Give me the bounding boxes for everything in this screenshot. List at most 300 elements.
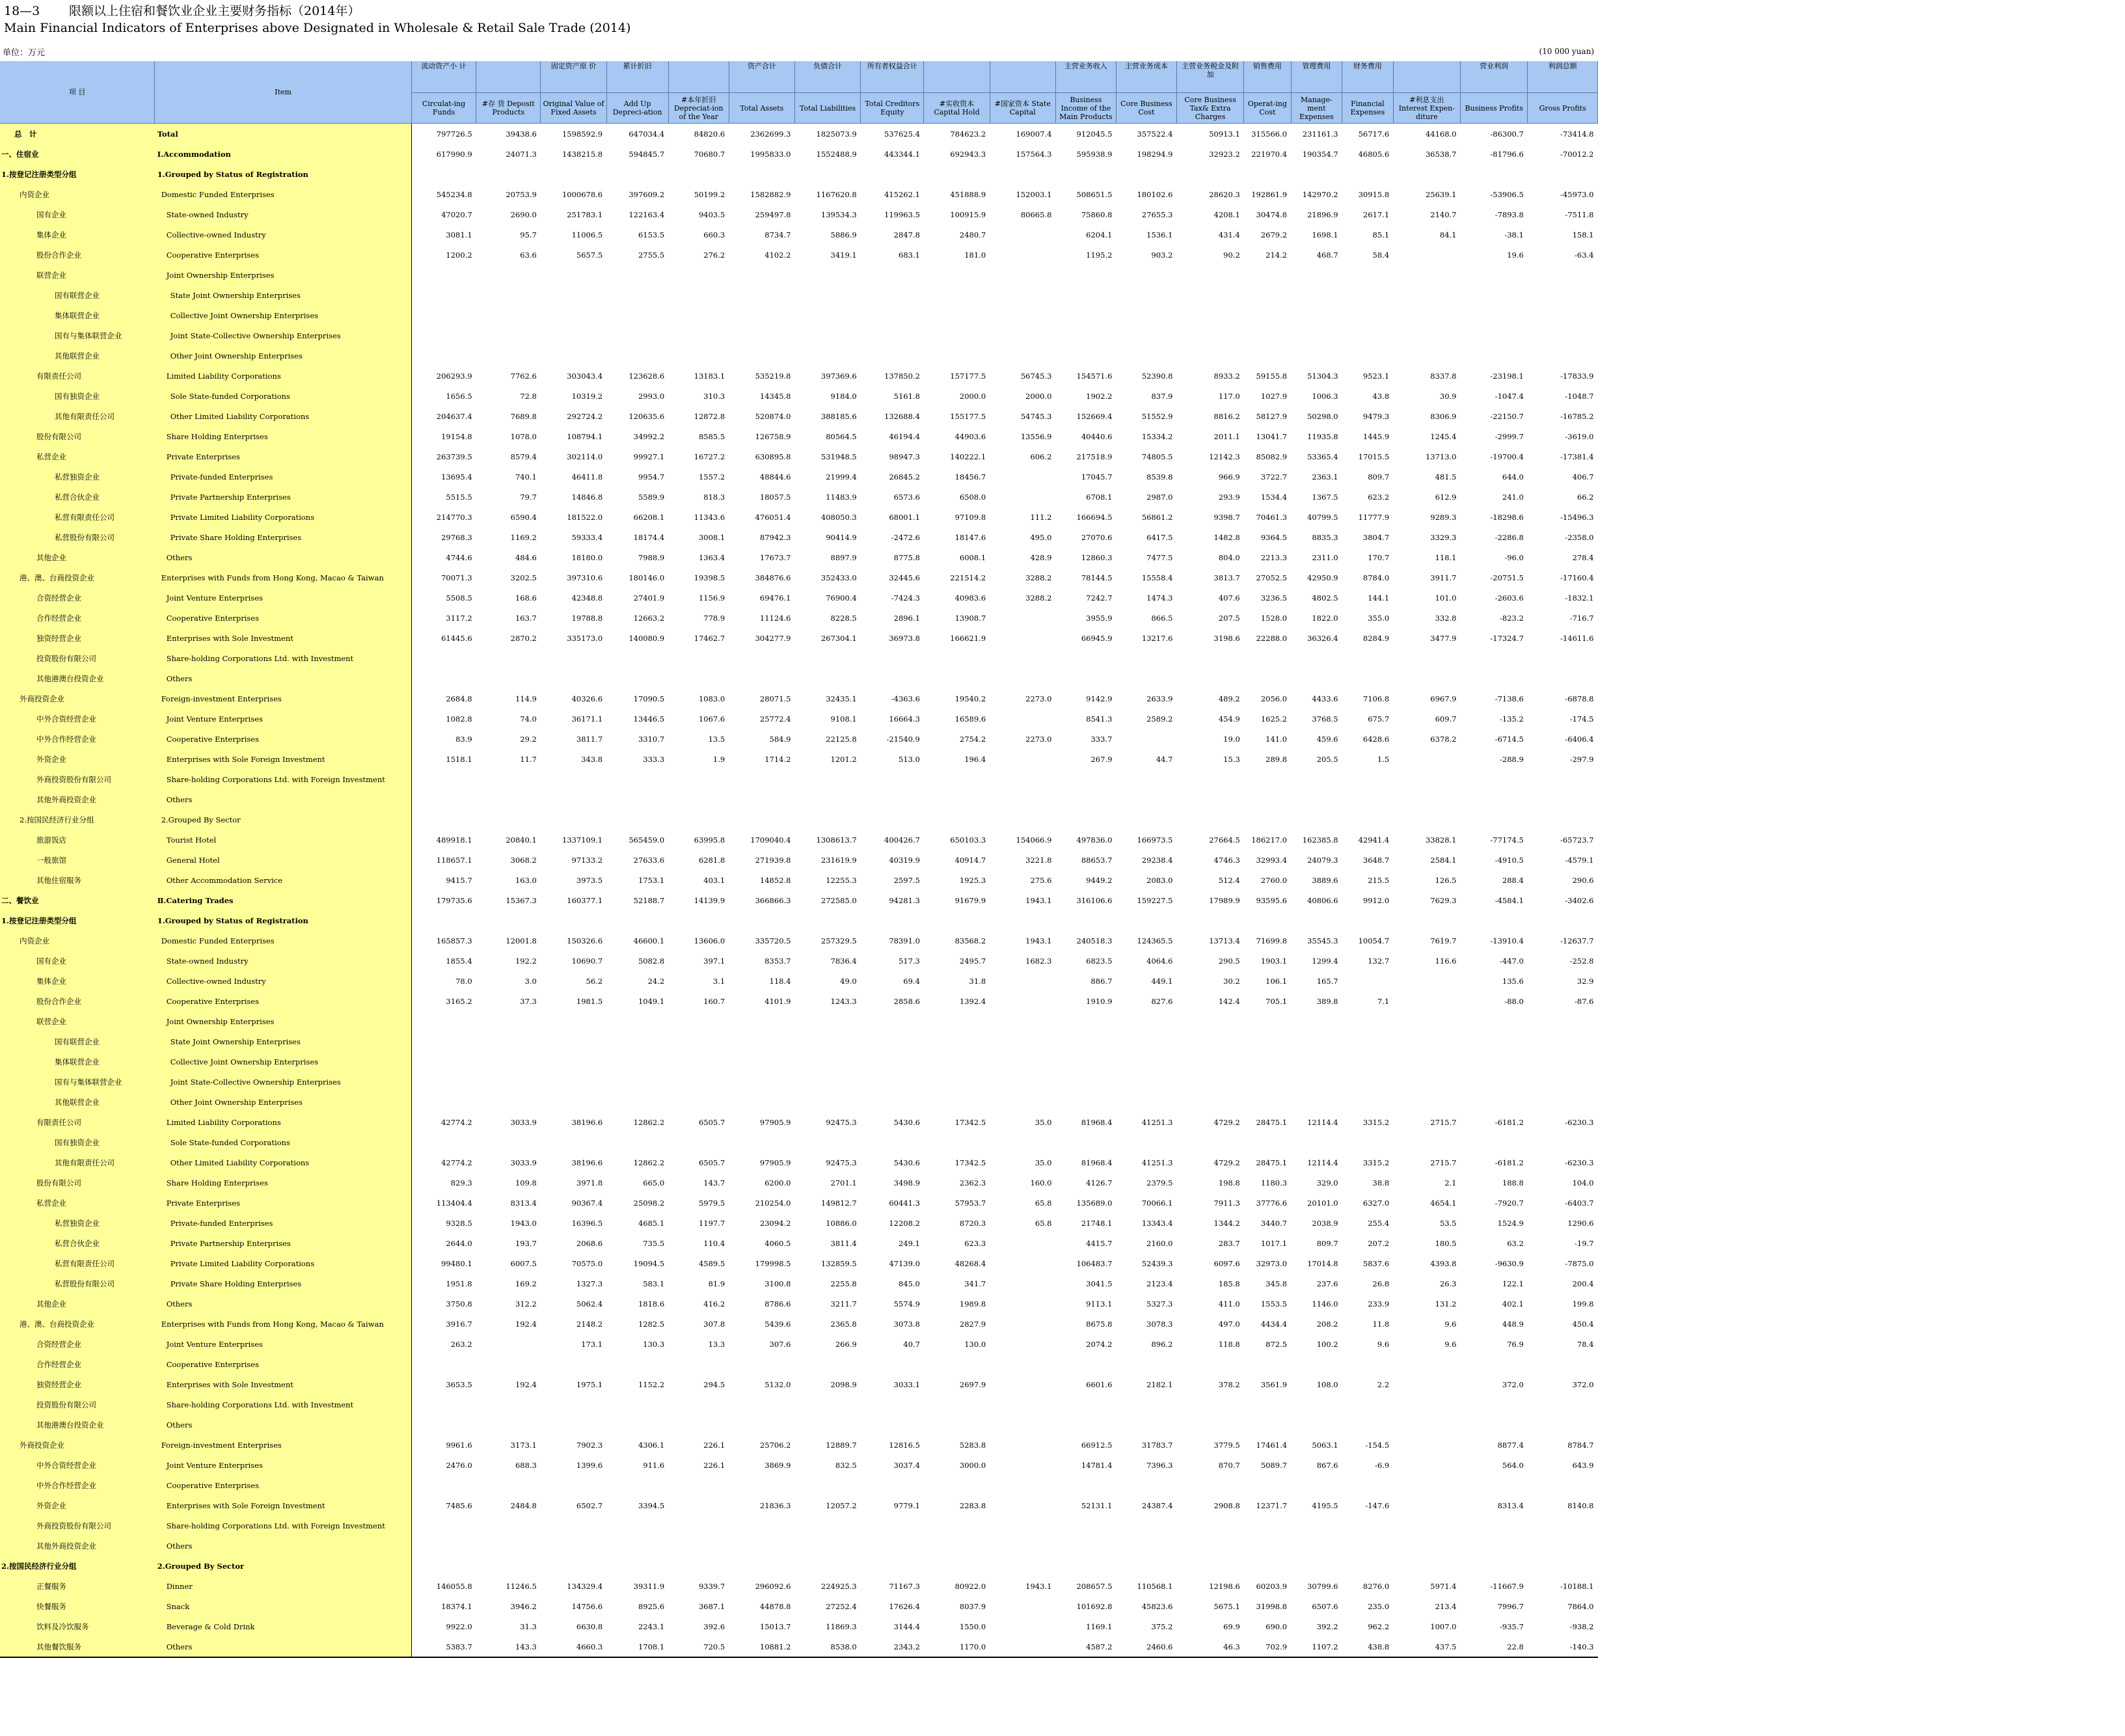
value-cell: -7893.8 (1495, 210, 1524, 219)
value-cell (1342, 1051, 1394, 1072)
value-cell (1176, 346, 1243, 366)
value-cell (606, 789, 668, 809)
value-cell (1291, 285, 1342, 305)
value-cell: 3117.2 (411, 608, 476, 628)
value-cell (1116, 729, 1176, 749)
value-cell: -96.0 (1504, 552, 1524, 562)
value-cell (411, 1515, 476, 1536)
value-cell: 3.0 (524, 976, 537, 986)
value-cell: 44.7 (1156, 754, 1173, 764)
value-cell (990, 991, 1055, 1011)
value-cell (1244, 809, 1291, 830)
value-cell: 7996.7 (1497, 1601, 1524, 1611)
row-label-en: Others (155, 1636, 412, 1657)
value-cell (1291, 305, 1342, 325)
value-cell: 44168.0 (1425, 129, 1457, 139)
row-label-zh: 国有联营企业 (0, 1031, 155, 1051)
value-cell (606, 1394, 668, 1415)
value-cell: 2255.8 (830, 1279, 857, 1288)
value-cell: 19154.8 (411, 426, 476, 446)
value-cell: 271939.8 (755, 855, 791, 865)
value-cell: 140080.9 (629, 633, 665, 643)
value-cell (990, 1556, 1055, 1576)
value-cell: 60203.9 (1256, 1581, 1288, 1591)
value-cell: 173.1 (581, 1339, 603, 1349)
value-cell (1461, 305, 1528, 325)
value-cell (411, 285, 476, 305)
value-cell: -88.0 (1504, 996, 1524, 1006)
value-cell: 185.8 (1218, 1279, 1240, 1288)
value-cell: 2098.9 (830, 1379, 857, 1389)
header-group-col-14: 销售费用 (1244, 61, 1291, 93)
value-cell (1342, 1556, 1394, 1576)
value-cell (1393, 1415, 1460, 1435)
value-cell (1291, 1556, 1342, 1576)
value-cell (1461, 1051, 1528, 1072)
value-cell (1291, 769, 1342, 789)
value-cell: 392.6 (703, 1621, 725, 1631)
value-cell: 66208.1 (633, 512, 665, 522)
row-label-en: Dinner (155, 1576, 412, 1596)
row-label-zh: 中外合作经营企业 (0, 1475, 155, 1495)
table-row (0, 910, 1598, 930)
value-cell: 5283.8 (959, 1440, 986, 1450)
value-cell (1528, 1515, 1598, 1536)
value-cell: 3394.5 (638, 1500, 665, 1510)
value-cell: 4589.5 (698, 1258, 725, 1268)
value-cell (1461, 265, 1528, 285)
value-cell: 205.5 (1316, 754, 1338, 764)
value-cell: 9954.7 (638, 472, 665, 481)
value-cell: 152669.4 (1076, 411, 1113, 421)
value-cell (1244, 1515, 1291, 1536)
row-label-zh: 集体联营企业 (0, 1051, 155, 1072)
value-cell: 278.4 (1572, 552, 1594, 562)
value-cell: 267.9 (1090, 754, 1113, 764)
value-cell: 3144.4 (893, 1621, 920, 1631)
header-group-col-2 (476, 61, 541, 93)
value-cell: 688.3 (515, 1460, 537, 1470)
value-cell: 59333.4 (571, 532, 603, 542)
value-cell: 13908.7 (954, 613, 986, 623)
value-cell: -174.5 (1569, 714, 1594, 724)
value-cell (1055, 1072, 1116, 1092)
table-row (0, 245, 1598, 265)
value-cell: 1903.1 (1260, 956, 1288, 966)
value-cell: 2056.0 (1260, 694, 1288, 703)
value-cell (606, 1051, 668, 1072)
value-cell (990, 305, 1055, 325)
value-cell: 3173.1 (510, 1440, 537, 1450)
value-cell: 9184.0 (830, 391, 857, 401)
table-row (0, 426, 1598, 446)
value-cell (1342, 648, 1394, 668)
value-cell: 52439.3 (1141, 1258, 1173, 1268)
value-cell: 118.8 (1218, 1339, 1240, 1349)
value-cell: 30915.8 (1358, 189, 1390, 199)
value-cell: 1822.0 (1312, 613, 1338, 623)
value-cell: 3916.7 (411, 1314, 476, 1334)
value-cell: 235.0 (1368, 1601, 1390, 1611)
value-cell (1393, 991, 1460, 1011)
value-cell (476, 1011, 541, 1031)
value-cell: 208.2 (1316, 1319, 1338, 1329)
value-cell: 5430.6 (893, 1158, 920, 1167)
table-row (0, 1193, 1598, 1213)
header-sub-col-10: #国家资本 State Capital (990, 93, 1055, 124)
value-cell (1528, 346, 1598, 366)
value-cell (990, 245, 1055, 265)
value-cell: 2243.1 (638, 1621, 665, 1631)
value-cell: 1528.0 (1260, 613, 1288, 623)
value-cell: 4126.7 (1086, 1178, 1113, 1187)
value-cell: 11246.5 (506, 1581, 537, 1591)
value-cell (1461, 668, 1528, 688)
value-cell (924, 285, 990, 305)
value-cell: 1399.6 (576, 1460, 603, 1470)
value-cell: 1981.5 (576, 996, 603, 1006)
table-row (0, 507, 1598, 527)
value-cell: -17324.7 (1490, 633, 1524, 643)
value-cell (990, 1394, 1055, 1415)
value-cell: 4746.3 (1213, 855, 1240, 865)
value-cell (411, 809, 476, 830)
value-cell: -13910.4 (1490, 936, 1524, 945)
value-cell (1342, 1536, 1394, 1556)
row-label-en: Domestic Funded Enterprises (155, 184, 412, 204)
value-cell: 449.1 (1151, 976, 1173, 986)
value-cell: -22150.7 (1490, 411, 1524, 421)
value-cell (1244, 265, 1291, 285)
value-cell: 1598592.9 (562, 129, 603, 139)
value-cell: 134329.4 (567, 1581, 603, 1591)
value-cell (729, 1092, 794, 1112)
value-cell: 2.2 (1377, 1379, 1390, 1389)
table-row (0, 1515, 1598, 1536)
value-cell: 69.4 (903, 976, 920, 986)
value-cell: 5574.9 (893, 1299, 920, 1309)
value-cell: 4060.5 (765, 1238, 791, 1248)
value-cell (1244, 1011, 1291, 1031)
value-cell: 489918.1 (411, 830, 476, 850)
header-group-col-11: 主营业务收入 (1055, 61, 1116, 93)
value-cell (861, 668, 924, 688)
value-cell: 5837.6 (1362, 1258, 1390, 1268)
value-cell: 2495.7 (959, 956, 986, 966)
value-cell (1116, 1515, 1176, 1536)
table-row (0, 1092, 1598, 1112)
table-row (0, 1314, 1598, 1334)
row-label-en: Limited Liability Corporations (155, 1112, 412, 1132)
value-cell (411, 1092, 476, 1112)
value-cell: 69476.1 (759, 593, 791, 603)
value-cell: 46194.4 (889, 431, 920, 441)
header-sub-col-12: Core Business Cost (1116, 93, 1176, 124)
value-cell: -81796.6 (1490, 149, 1524, 159)
value-cell: 169.2 (515, 1279, 537, 1288)
value-cell: 2633.9 (1146, 694, 1173, 703)
value-cell: 2038.9 (1312, 1218, 1338, 1228)
value-cell (1528, 1011, 1598, 1031)
value-cell: 5971.4 (1430, 1581, 1457, 1591)
value-cell (541, 1556, 606, 1576)
value-cell: 1855.4 (411, 951, 476, 971)
value-cell: 1.5 (1377, 754, 1390, 764)
value-cell: 8539.8 (1146, 472, 1173, 481)
value-cell: 690.0 (1266, 1621, 1288, 1631)
value-cell: 109.8 (515, 1178, 537, 1187)
value-cell (411, 1072, 476, 1092)
value-cell: 1943.1 (1025, 1581, 1052, 1591)
value-cell (990, 1636, 1055, 1657)
value-cell (1116, 769, 1176, 789)
value-cell: 14846.8 (571, 492, 603, 502)
value-cell: 9961.6 (411, 1435, 476, 1455)
value-cell (990, 1415, 1055, 1435)
value-cell: 7619.7 (1430, 936, 1457, 945)
table-row (0, 265, 1598, 285)
value-cell (1116, 809, 1176, 830)
row-label-zh: 私营有限责任公司 (0, 507, 155, 527)
value-cell (541, 1394, 606, 1415)
value-cell: 7.1 (1377, 996, 1390, 1006)
value-cell: 12663.2 (633, 613, 665, 623)
value-cell (476, 910, 541, 930)
row-label-en: Cooperative Enterprises (155, 1354, 412, 1374)
row-label-zh: 国有联营企业 (0, 285, 155, 305)
table-row (0, 729, 1598, 749)
row-label-en: Other Limited Liability Corporations (155, 1152, 412, 1173)
value-cell: 30.2 (1223, 976, 1240, 986)
value-cell (729, 1475, 794, 1495)
value-cell (476, 1132, 541, 1152)
value-cell: 110568.1 (1137, 1581, 1173, 1591)
header-group-col-15: 管理费用 (1291, 61, 1342, 93)
value-cell (1393, 809, 1460, 830)
value-cell (1176, 910, 1243, 930)
value-cell (668, 668, 729, 688)
value-cell: 3889.6 (1312, 875, 1338, 885)
value-cell: 872.5 (1266, 1339, 1288, 1349)
value-cell (1291, 1031, 1342, 1051)
value-cell: 1536.1 (1146, 230, 1173, 239)
value-cell: 93595.6 (1256, 895, 1288, 905)
value-cell (861, 285, 924, 305)
value-cell: 406.7 (1572, 472, 1594, 481)
value-cell (606, 1556, 668, 1576)
value-cell: 1067.6 (698, 714, 725, 724)
value-cell: 8675.8 (1086, 1319, 1113, 1329)
table-row (0, 204, 1598, 224)
value-cell: 8933.2 (1213, 371, 1240, 381)
value-cell: 11869.3 (826, 1621, 857, 1631)
value-cell: 22288.0 (1256, 633, 1288, 643)
value-cell (1055, 648, 1116, 668)
value-cell: 2283.8 (959, 1500, 986, 1510)
value-cell (1393, 1495, 1460, 1515)
value-cell (861, 1072, 924, 1092)
value-cell: 30.9 (1439, 391, 1457, 401)
value-cell (1461, 285, 1528, 305)
value-cell: 198.8 (1218, 1178, 1240, 1187)
value-cell (1244, 1475, 1291, 1495)
value-cell (1528, 1354, 1598, 1374)
value-cell: 32973.0 (1256, 1258, 1288, 1268)
value-cell (861, 1092, 924, 1112)
value-cell (606, 769, 668, 789)
value-cell: 1363.4 (698, 552, 725, 562)
value-cell: 3315.2 (1362, 1158, 1390, 1167)
value-cell: 397.1 (703, 956, 725, 966)
value-cell: 9403.5 (698, 210, 725, 219)
value-cell: 3440.7 (1260, 1218, 1288, 1228)
value-cell: 1337109.1 (562, 835, 603, 845)
value-cell (1342, 668, 1394, 688)
value-cell: 3561.9 (1260, 1379, 1288, 1389)
value-cell: 74.0 (520, 714, 537, 724)
value-cell: 7629.3 (1430, 895, 1457, 905)
row-label-zh: 私营独资企业 (0, 1213, 155, 1233)
value-cell: 157564.3 (1016, 149, 1052, 159)
value-cell: 3198.6 (1213, 633, 1240, 643)
value-cell (1176, 305, 1243, 325)
value-cell: 42348.8 (571, 593, 603, 603)
value-cell: 1524.9 (1497, 1218, 1524, 1228)
value-cell: 240518.3 (1076, 936, 1113, 945)
value-cell (1244, 1556, 1291, 1576)
row-label-zh: 饮料及冷饮服务 (0, 1616, 155, 1636)
value-cell: 4101.9 (765, 996, 791, 1006)
value-cell (924, 1394, 990, 1415)
table-row (0, 1596, 1598, 1616)
value-cell (1244, 1415, 1291, 1435)
table-row (0, 608, 1598, 628)
value-cell (794, 325, 860, 346)
row-label-zh: 二、餐饮业 (0, 890, 155, 910)
value-cell: 16589.6 (954, 714, 986, 724)
value-cell: 17090.5 (633, 694, 665, 703)
value-cell: 8284.9 (1362, 633, 1390, 643)
value-cell: -7511.8 (1565, 210, 1594, 219)
value-cell: -4584.1 (1495, 895, 1524, 905)
value-cell: 87942.3 (759, 532, 791, 542)
value-cell: 312.2 (515, 1299, 537, 1309)
financial-indicators-table (0, 61, 1598, 1658)
value-cell: 2000.0 (959, 391, 986, 401)
value-cell: 6708.1 (1086, 492, 1113, 502)
value-cell: 11935.8 (1307, 431, 1338, 441)
value-cell (1393, 245, 1460, 265)
value-cell: -2286.8 (1495, 532, 1524, 542)
value-cell: 4433.6 (1312, 694, 1338, 703)
value-cell: -6181.2 (1495, 1158, 1524, 1167)
table-row (0, 1072, 1598, 1092)
row-label-en: Joint Venture Enterprises (155, 1455, 412, 1475)
value-cell (990, 769, 1055, 789)
value-cell (1291, 809, 1342, 830)
value-cell (1244, 1072, 1291, 1092)
value-cell: -10188.1 (1560, 1581, 1594, 1591)
value-cell (541, 769, 606, 789)
value-cell (1291, 1515, 1342, 1536)
value-cell (668, 1394, 729, 1415)
value-cell: 9108.1 (830, 714, 857, 724)
value-cell: 32923.2 (1209, 149, 1240, 159)
value-cell: 31.3 (520, 1621, 537, 1631)
table-row (0, 769, 1598, 789)
value-cell: 397369.6 (820, 371, 857, 381)
value-cell: 13695.4 (411, 467, 476, 487)
value-cell (1244, 1092, 1291, 1112)
value-cell: 41251.3 (1141, 1158, 1173, 1167)
value-cell: 3310.7 (638, 734, 665, 744)
value-cell: 9449.2 (1086, 875, 1113, 885)
value-cell: 2715.7 (1430, 1117, 1457, 1127)
value-cell: 130.3 (643, 1339, 665, 1349)
value-cell: 7762.6 (510, 371, 537, 381)
value-cell (411, 325, 476, 346)
value-cell: 14852.8 (759, 875, 791, 885)
value-cell: 190354.7 (1302, 149, 1338, 159)
value-cell (1176, 668, 1243, 688)
row-label-zh: 国有企业 (0, 951, 155, 971)
value-cell: 51552.9 (1141, 411, 1173, 421)
value-cell (1176, 1415, 1243, 1435)
value-cell: 415262.1 (884, 189, 920, 199)
value-cell: 226.1 (703, 1440, 725, 1450)
value-cell (476, 346, 541, 366)
value-cell (794, 1132, 860, 1152)
value-cell: 9.6 (1444, 1339, 1457, 1349)
value-cell: 47020.7 (411, 204, 476, 224)
value-cell (990, 1273, 1055, 1294)
value-cell: 5063.1 (1312, 1440, 1338, 1450)
value-cell (1528, 305, 1598, 325)
value-cell: 21999.4 (826, 472, 857, 481)
value-cell: 6008.1 (959, 552, 986, 562)
value-cell: 3037.4 (893, 1460, 920, 1470)
value-cell: 3687.1 (698, 1601, 725, 1611)
value-cell (990, 628, 1055, 648)
value-cell (990, 1596, 1055, 1616)
value-cell (1291, 1072, 1342, 1092)
value-cell (1528, 285, 1598, 305)
value-cell: 2068.6 (576, 1238, 603, 1248)
value-cell (476, 1072, 541, 1092)
value-cell: 137850.2 (884, 371, 920, 381)
value-cell: 213.4 (1435, 1601, 1457, 1611)
value-cell: 702.9 (1244, 1636, 1291, 1657)
value-cell: 3288.2 (1025, 593, 1052, 603)
value-cell: 8228.5 (830, 613, 857, 623)
value-cell: 19540.2 (954, 694, 986, 703)
row-label-en: Joint Venture Enterprises (155, 709, 412, 729)
value-cell: 48844.6 (759, 472, 791, 481)
value-cell (1116, 164, 1176, 184)
value-cell (1055, 789, 1116, 809)
row-label-en: 2.Grouped By Sector (155, 809, 412, 830)
value-cell (990, 1294, 1055, 1314)
value-cell: 101.0 (1435, 593, 1457, 603)
value-cell (794, 668, 860, 688)
value-cell: 8784.0 (1362, 573, 1390, 582)
value-cell (541, 1536, 606, 1556)
value-cell (1393, 648, 1460, 668)
value-cell: 1082.8 (411, 709, 476, 729)
value-cell: 1709040.4 (750, 835, 791, 845)
row-label-zh: 投资股份有限公司 (0, 648, 155, 668)
table-row (0, 144, 1598, 164)
